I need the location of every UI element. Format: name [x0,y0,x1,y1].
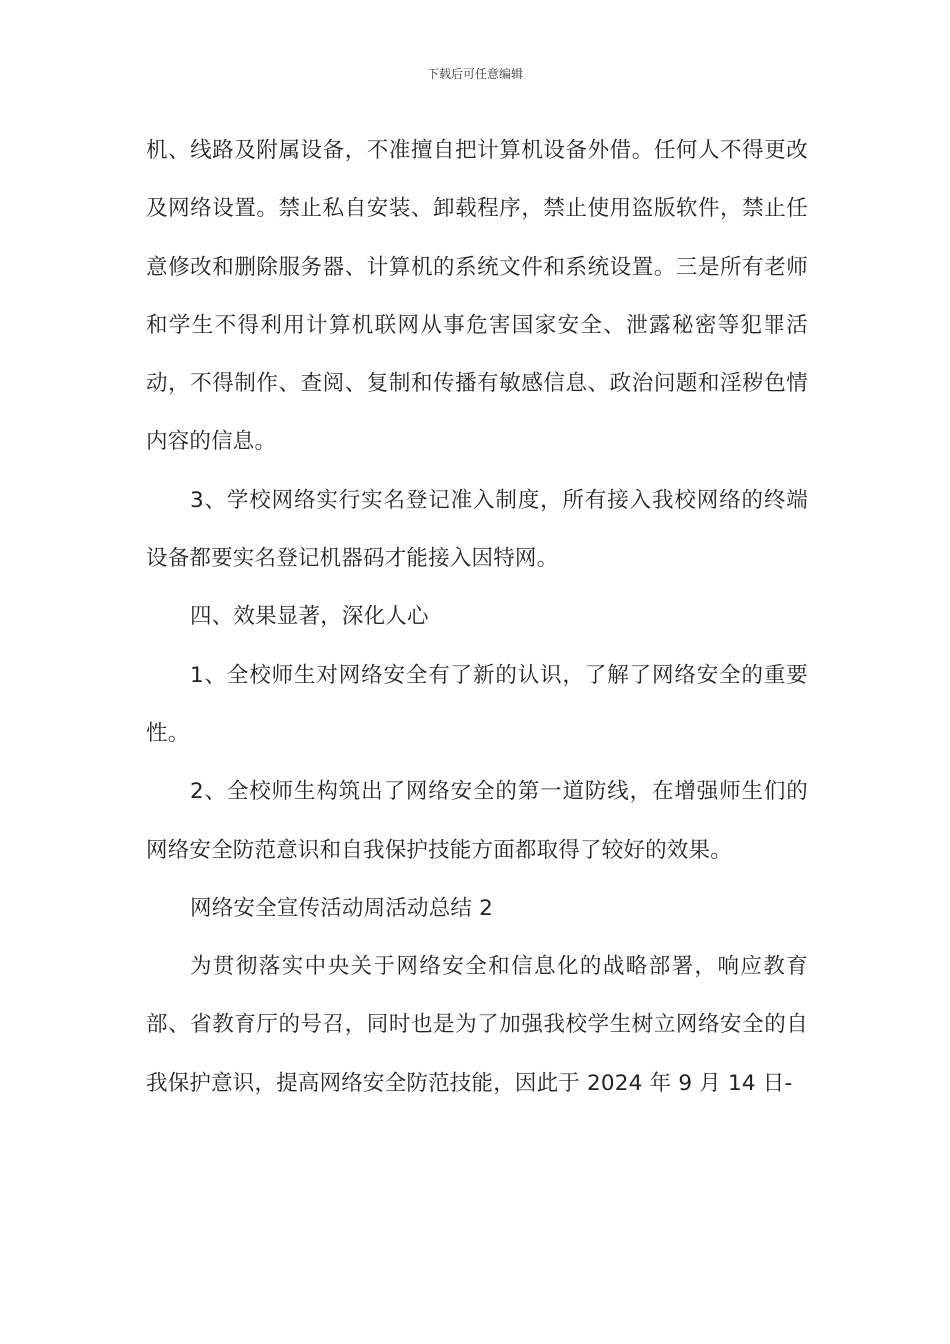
section-heading-4: 四、效果显著，深化人心 [190,604,429,630]
document-body [146,122,808,1113]
paragraph-continued: 机、线路及附属设备，不准擅自把计算机设备外借。任何人不得更改及网络设置。禁止私自安装、卸载程序，禁止使用盗版软件，禁止任意修改和删除服务器、计算机的系统文件和系统设置。三是所有老师和学生不得利用计算机联网从事危害国家安全、泄露秘密等犯罪活动，不得制作、查阅、复制和传播有敏感信息、政治问题和淫秽色情内容的信息。 [146,138,808,455]
document-subtitle: 网络安全宣传活动周活动总结 2 [190,895,494,921]
header-note: 下载后可任意编辑 [426,67,523,81]
paragraph-item-2: 2、全校师生构筑出了网络安全的第一道防线，在增强师生们的网络安全防范意识和自我保护技能方面都取得了较好的效果。 [146,779,808,863]
paragraph-intro: 为贯彻落实中央关于网络安全和信息化的战略部署，响应教育部、省教育厅的号召，同时也是为了加强我校学生树立网络安全的自我保护意识，提高网络安全防范技能，因此于 2024 年 9 月 14 日- [146,954,808,1096]
paragraph-item-3: 3、学校网络实行实名登记准入制度，所有接入我校网络的终端设备都要实名登记机器码才能接入因特网。 [146,487,808,572]
paragraph-item-1: 1、全校师生对网络安全有了新的认识，了解了网络安全的重要性。 [146,662,808,746]
